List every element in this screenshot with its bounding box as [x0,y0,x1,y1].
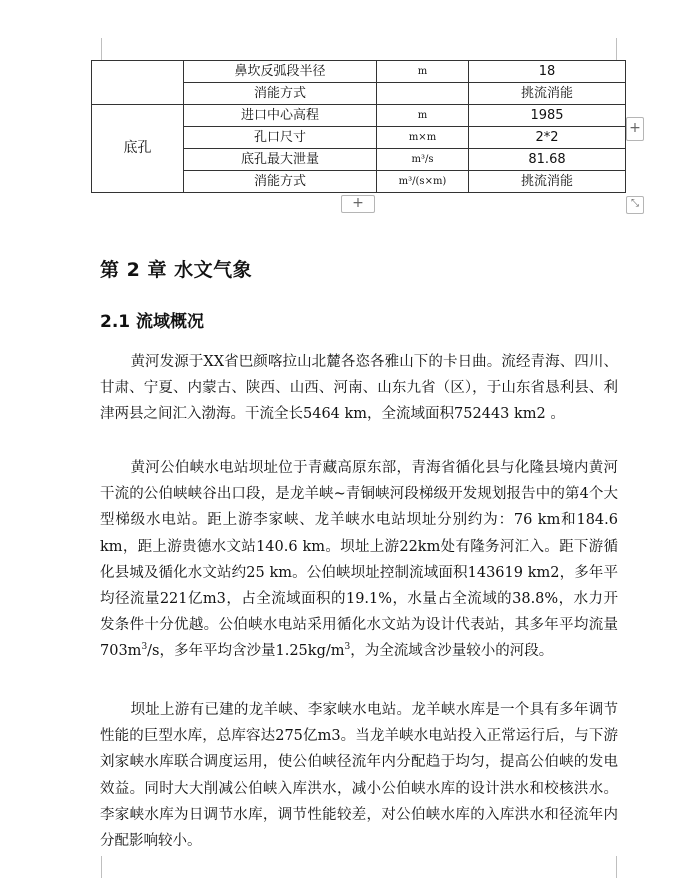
paragraph-text: 黄河公伯峡水电站坝址位于青藏高原东部，青海省循化县与化隆县境内黄河干流的公伯峡峡谷出口段，是龙羊峡~青铜峡河段梯级开发规划报告中的第4个大型梯级水电站。距上游李家峡、龙羊峡水电站坝址分别约为：76 km和184.6 km，距上游贵德水文站140.6 km。坝址上游22km处有隆务河汇入。距下游循化县城及循化水文站约25 km。公伯峡坝址控制流域面积143619 km2，多年平均径流量221亿m3，占全流域面积的19.1%，水量占全流域的38.8%，水力开发条件十分优越。公伯峡水电站采用循化水文站为设计代表站，其多年平均流量703m [100,460,618,660]
table-cell-unit[interactable]: m×m [377,127,469,149]
add-column-button[interactable]: + [626,117,644,141]
section-heading: 2.1 流域概况 [100,312,205,332]
margin-corner-bottom-left [101,856,102,878]
table-cell-group[interactable]: 底孔 [92,105,184,193]
table-cell-unit[interactable]: m [377,61,469,83]
paragraph-text: /s，多年平均含沙量1.25kg/m [147,643,345,660]
table-cell-value[interactable]: 挑流消能 [469,83,626,105]
table-cell-param[interactable]: 底孔最大泄量 [184,149,377,171]
paragraph-dam-site [100,455,618,665]
margin-corner-top-right [616,38,617,60]
table-cell-param[interactable]: 消能方式 [184,171,377,193]
table-cell-group[interactable] [92,61,184,105]
table-cell-param[interactable]: 消能方式 [184,83,377,105]
superscript: 3 [141,642,148,653]
table-cell-param[interactable]: 鼻坎反弧段半径 [184,61,377,83]
table-cell-unit[interactable]: m³/s [377,149,469,171]
chapter-heading: 第 2 章 水文气象 [100,259,253,281]
table-cell-value[interactable]: 1985 [469,105,626,127]
table-cell-unit[interactable]: m³/(s×m) [377,171,469,193]
table-cell-param[interactable]: 进口中心高程 [184,105,377,127]
margin-corner-top-left [101,38,102,60]
table-cell-value[interactable]: 挑流消能 [469,171,626,193]
paragraph-basin-overview: 黄河发源于XX省巴颜喀拉山北麓各恣各雅山下的卡日曲。流经青海、四川、甘肃、宁夏、内蒙古、陕西、山西、河南、山东九省（区），于山东省恳利县、利津两县之间汇入渤海。干流全长5464 km，全流域面积752443 km2 。 [100,354,618,423]
superscript: 3 [344,642,351,653]
table-cell-unit[interactable] [377,83,469,105]
table-cell-unit[interactable]: m [377,105,469,127]
table-row [92,105,626,127]
table-cell-value[interactable]: 18 [469,61,626,83]
margin-corner-bottom-right [616,856,617,878]
table-cell-value[interactable]: 81.68 [469,149,626,171]
table-cell-value[interactable]: 2*2 [469,127,626,149]
parameters-table [91,60,626,193]
table-cell-param[interactable]: 孔口尺寸 [184,127,377,149]
paragraph-text: ，为全流域含沙量较小的河段。 [350,643,554,660]
table-resize-handle-icon[interactable]: ⤡ [626,196,644,214]
table-row [92,61,626,83]
add-row-button[interactable]: + [341,195,375,213]
paragraph-upstream-reservoirs: 坝址上游有已建的龙羊峡、李家峡水电站。龙羊峡水库是一个具有多年调节性能的巨型水库，总库容达275亿m3。当龙羊峡水电站投入正常运行后，与下游刘家峡水库联合调度运用，使公伯峡径流年内分配趋于均匀，提高公伯峡的发电效益。同时大大削减公伯峡入库洪水，减小公伯峡水库的设计洪水和校核洪水。李家峡水库为日调节水库，调节性能较差，对公伯峡水库的入库洪水和径流年内分配影响较小。 [100,702,618,850]
